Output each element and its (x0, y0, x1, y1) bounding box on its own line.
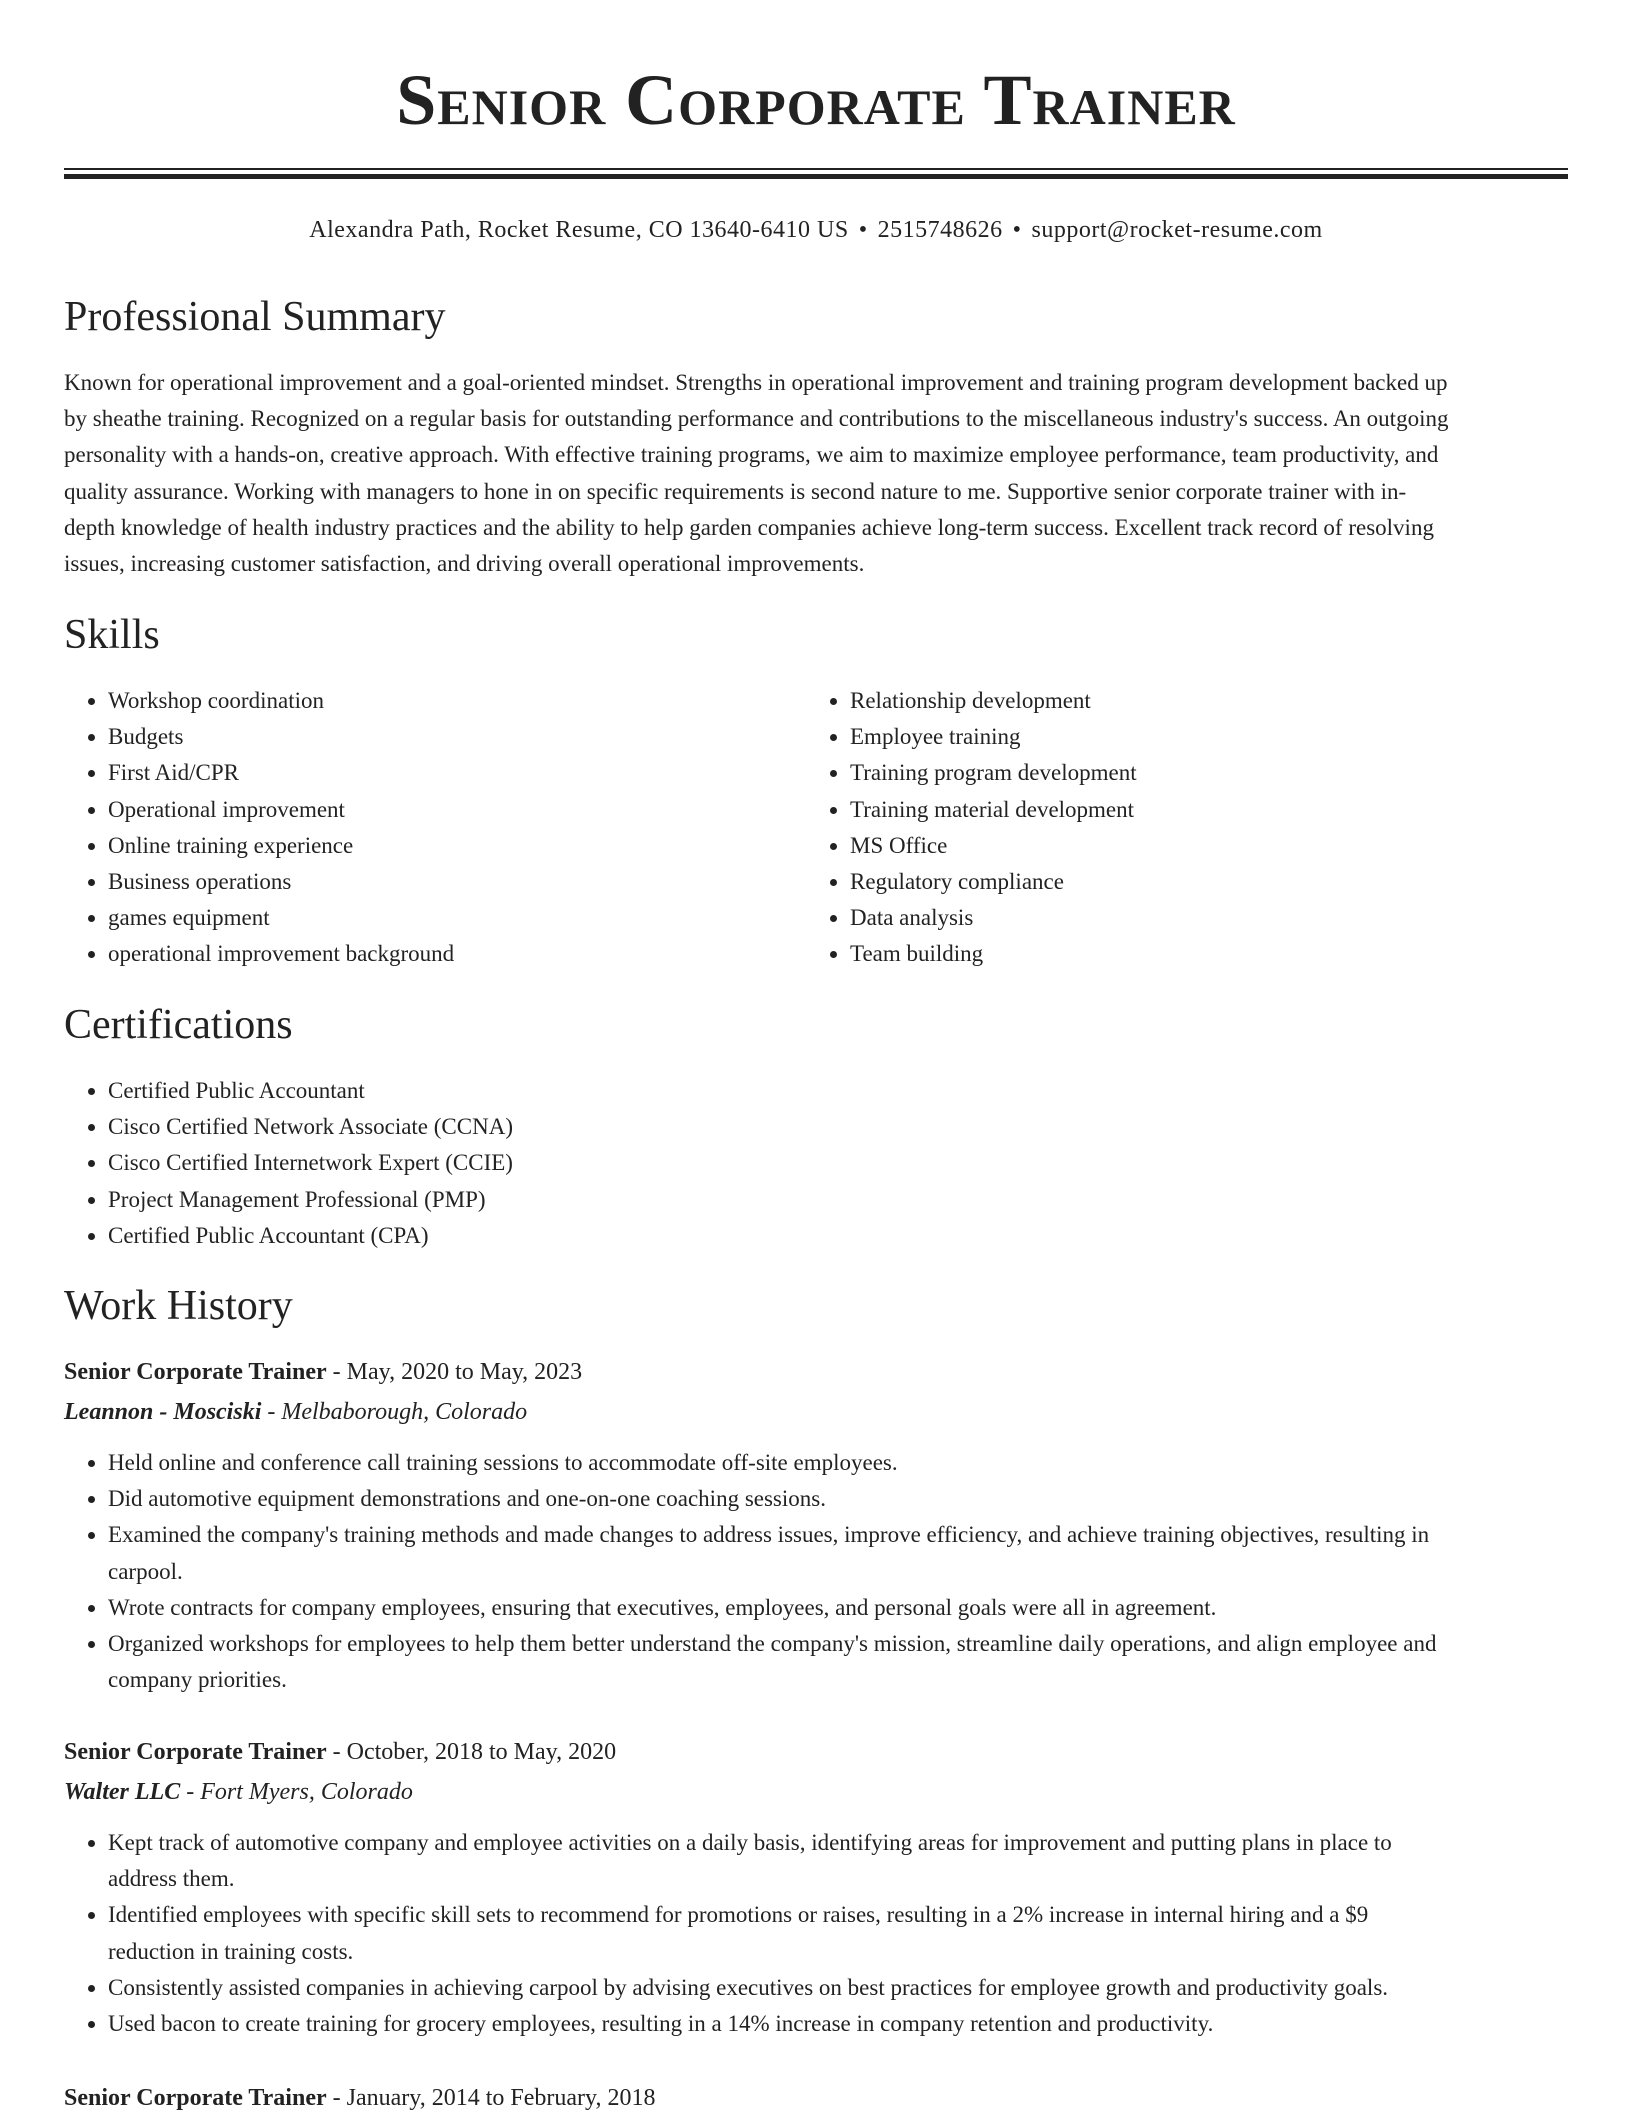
certifications-heading: Certifications (64, 1002, 293, 1048)
bullet-line: Identified employees with specific skill sets to recommend for promotions or raises, resulting in a 2% increase in internal hiring and a $9 (108, 1902, 1369, 1928)
summary-line: by sheathe training. Recognized on a regular basis for outstanding performance and contributions to the miscellaneous industry's success. An outgoing (64, 406, 1449, 432)
job-company-line (64, 1392, 527, 1432)
bullet-line: address them. (108, 1866, 235, 1892)
list-item: • Workshop coordination (108, 683, 808, 719)
list-item: • Training material development (850, 792, 1550, 828)
list-item: • Business operations (108, 864, 808, 900)
job-title: Senior Corporate Trainer (64, 1739, 327, 1765)
list-item: • Held online and conference call training sessions to accommodate off-site employees. (108, 1445, 1568, 1481)
list-item: • Team building (850, 936, 1550, 972)
list-item: • Cisco Certified Internetwork Expert (CCIE) (108, 1145, 1568, 1181)
job-title-line (64, 1732, 616, 1772)
skills-list-left (64, 683, 808, 973)
bullet-line: Examined the company's training methods and made changes to address issues, improve efficiency, and achieve training objectives, resulting in (108, 1522, 1430, 1548)
skills-list-right (806, 683, 1550, 973)
contact-separator: • (858, 217, 868, 243)
list-item (108, 1626, 1568, 1698)
list-item: • Data analysis (850, 900, 1550, 936)
list-item: • Relationship development (850, 683, 1550, 719)
job-dates: - May, 2020 to May, 2023 (326, 1359, 583, 1385)
contact-separator: • (1012, 217, 1022, 243)
resume-title: Senior Corporate Trainer (396, 60, 1236, 140)
summary-line: Known for operational improvement and a goal-oriented mindset. Strengths in operational improvement and training program development backed up (64, 370, 1448, 395)
job-company: Leannon - Mosciski (64, 1399, 262, 1425)
list-item: • Certified Public Accountant (108, 1073, 1568, 1109)
title-rule-thick (64, 174, 1568, 179)
job-title-line (64, 2078, 655, 2118)
list-item: • Operational improvement (108, 792, 808, 828)
job-dates: - October, 2018 to May, 2020 (326, 1739, 617, 1765)
list-item: • Online training experience (108, 828, 808, 864)
bullet-line: Kept track of automotive company and employee activities on a daily basis, identifying areas for improvement and putting plans in place to (108, 1830, 1392, 1855)
list-item (108, 1825, 1568, 1897)
contact-phone: 2515748626 (877, 217, 1003, 243)
list-item: • operational improvement background (108, 936, 808, 972)
list-item (108, 1517, 1568, 1589)
job-company-line (64, 1772, 413, 1812)
job-title-line (64, 1352, 582, 1392)
skills-heading: Skills (64, 612, 160, 658)
job-dates: - January, 2014 to February, 2018 (326, 2085, 656, 2111)
contact-line (64, 214, 1568, 246)
bullet-line: reduction in training costs. (108, 1938, 354, 1964)
summary-line: depth knowledge of health industry practices and the ability to help garden companies achieve long-term success. Excellent track record of resolving (64, 514, 1434, 540)
list-item (108, 1897, 1568, 1969)
summary-line: personality with a hands-on, creative approach. With effective training programs, we aim to maximize employee performance, team productivity, and (64, 442, 1439, 468)
list-item: • Cisco Certified Network Associate (CCNA) (108, 1109, 1568, 1145)
contact-email: support@rocket-resume.com (1031, 217, 1323, 243)
bullet-line: Organized workshops for employees to help them better understand the company's mission, streamline daily operations, and align employee and (108, 1631, 1437, 1657)
certifications-list (64, 1073, 1568, 1254)
list-item: • Consistently assisted companies in achieving carpool by advising executives on best practices for employee growth and productivity goals. (108, 1970, 1568, 2006)
job-bullets (64, 1445, 1568, 1698)
list-item: • Used bacon to create training for grocery employees, resulting in a 14% increase in company retention and productivity. (108, 2006, 1568, 2042)
summary-heading: Professional Summary (64, 294, 446, 340)
list-item: • Did automotive equipment demonstrations and one-on-one coaching sessions. (108, 1481, 1568, 1517)
list-item: • Training program development (850, 755, 1550, 791)
list-item: • MS Office (850, 828, 1550, 864)
list-item: • Employee training (850, 719, 1550, 755)
job-company: Walter LLC (64, 1779, 181, 1805)
bullet-line: carpool. (108, 1558, 183, 1584)
bullet-line: company priorities. (108, 1667, 287, 1693)
job-location: - Melbaborough, Colorado (261, 1399, 528, 1425)
job-bullets (64, 1825, 1568, 2042)
work-history-heading: Work History (64, 1283, 293, 1329)
list-item: • games equipment (108, 900, 808, 936)
summary-line: issues, increasing customer satisfaction, and driving overall operational improvements. (64, 551, 865, 577)
job-title: Senior Corporate Trainer (64, 1359, 327, 1385)
job-title: Senior Corporate Trainer (64, 2085, 327, 2111)
job-location: - Fort Myers, Colorado (180, 1779, 413, 1805)
summary-text (64, 365, 1568, 582)
list-item: • Wrote contracts for company employees, ensuring that executives, employees, and personal goals were all in agreement. (108, 1590, 1568, 1626)
list-item: • Budgets (108, 719, 808, 755)
list-item: • Certified Public Accountant (CPA) (108, 1218, 1568, 1254)
list-item: • Project Management Professional (PMP) (108, 1182, 1568, 1218)
contact-address: Alexandra Path, Rocket Resume, CO 13640-6410 US (309, 217, 849, 243)
title-rule-thin (64, 168, 1568, 170)
list-item: • Regulatory compliance (850, 864, 1550, 900)
summary-line: quality assurance. Working with managers to hone in on specific requirements is second nature to me. Supportive senior corporate trainer with in- (64, 478, 1407, 504)
list-item: • First Aid/CPR (108, 755, 808, 791)
